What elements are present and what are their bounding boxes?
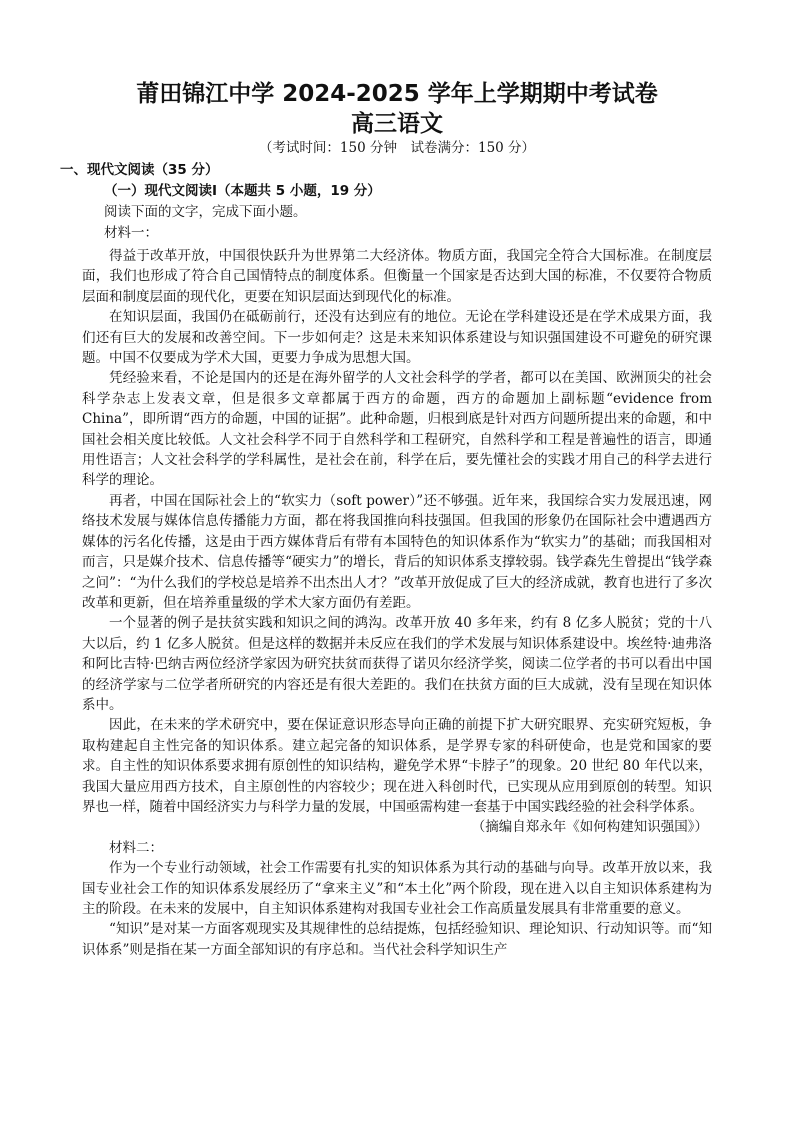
material-one-paragraph: 凭经验来看，不论是国内的还是在海外留学的人文社会科学的学者，都可以在美国、欧洲顶尖的社会科学杂志上发表文章，但是很多文章都属于西方的命题，西方的命题加上副标题“evidence from China”，即所谓“西方的命题，中国的证据”。此种命题，归根到底是针对西方问题所提出来的命题，和中国社会相关度比较低。人文社会科学不同于自然科学和工程研究，自然科学和工程是普遍性的语言，即通用性语言；人文社会科学的学科属性，是社会在前，科学在后，要先懂社会的实践才用自己的科学去进行科学的理论。 [82, 370, 712, 489]
material-one-paragraph: 一个显著的例子是扶贫实践和知识之间的鸿沟。改革开放 40 多年来，约有 8 亿多人脱贫；党的十八大以后，约 1 亿多人脱贫。但是这样的数据并未反应在我们的学术发展与知识体系建设中。埃丝特·迪弗洛和阿比吉特·巴纳吉两位经济学家因为研究扶贫而获得了诺贝尔经济学奖，阅读二位学者的书可以看出中国的经济学家与二位学者所研究的内容还是有很大差距的。我们在扶贫方面的巨大成就，没有呈现在知识体系中。 [82, 615, 712, 713]
section-heading: 一、现代文阅读（35 分） [60, 162, 219, 178]
subsection-heading: （一）现代文阅读Ⅰ（本题共 5 小题，19 分） [104, 183, 381, 199]
material-one-body [82, 246, 712, 960]
exam-title: 莆田锦江中学 2024-2025 学年上学期期中考试卷 [136, 81, 658, 107]
material-one-paragraph: 在知识层面，我国仍在砥砺前行，还没有达到应有的地位。无论在学科建设还是在学术成果方面，我们还有巨大的发展和改善空间。下一步如何走？这是未来知识体系建设与知识强国建设不可避免的研究课题。中国不仅要成为学术大国，更要力争成为思想大国。 [82, 309, 712, 367]
exam-subject: 高三语文 [351, 111, 443, 137]
material-one-paragraph: 再者，中国在国际社会上的“软实力（soft power）”还不够强。近年来，我国综合实力发展迅速，网络技术发展与媒体信息传播能力方面，都在将我国推向科技强国。但我国的形象仍在国际社会中遭遇西方媒体的污名化传播，这是由于西方媒体背后有带有本国特色的知识体系作为“软实力”的基础；而我国相对而言，只是媒介技术、信息传播等“硬实力”的增长，背后的知识体系支撑较弱。钱学森先生曾提出“钱学森之问”：“为什么我们的学校总是培养不出杰出人才？”改革开放促成了巨大的经济成就，教育也进行了多次改革和更新，但在培养重量级的学术大家方面仍有差距。 [82, 492, 712, 611]
material-one-paragraph: 因此，在未来的学术研究中，要在保证意识形态导向正确的前提下扩大研究眼界、充实研究短板，争取构建起自主性完备的知识体系。建立起完备的知识体系，是学界专家的科研使命，也是党和国家的要求。自主性的知识体系要求拥有原创性的知识结构，避免学术界“卡脖子”的现象。20 世纪 80 年代以来，我国大量应用西方技术，自主原创性的内容较少；现在进入科创时代，已实现从应用到原创的转型。知识界也一样，随着中国经济实力与科学力量的发展，中国亟需构建一套基于中国实践经验的社会科学体系。 [82, 717, 712, 815]
exam-info: （考试时间：150 分钟 试卷满分：150 分） [258, 140, 536, 156]
material-two-paragraph: 作为一个专业行动领域，社会工作需要有扎实的知识体系为其行动的基础与向导。改革开放以来，我国专业社会工作的知识体系发展经历了“拿来主义”和“本土化”两个阶段，现在进入以自主知识体系建构为主的阶段。在未来的发展中，自主知识体系建构对我国专业社会工作高质量发展具有非常重要的意义。 [82, 860, 712, 917]
material-one-source: （摘编自郑永年《如何构建知识强国》） [471, 819, 708, 836]
reading-instruction: 阅读下面的文字，完成下面小题。 [104, 204, 307, 220]
material-two-label: 材料二： [109, 839, 163, 856]
material-two-paragraph: “知识”是对某一方面客观现实及其规律性的总结提炼，包括经验知识、理论知识、行动知识等。而“知识体系”则是指在某一方面全部知识的有序总和。当代社会科学知识生产 [82, 921, 712, 958]
material-one-label: 材料一： [104, 225, 158, 241]
material-one-paragraph: 得益于改革开放，中国很快跃升为世界第二大经济体。物质方面，我国完全符合大国标准。在制度层面，我们也形成了符合自己国情特点的制度体系。但衡量一个国家是否达到大国的标准，不仅要符合物质层面和制度层面的现代化，更要在知识层面达到现代化的标准。 [82, 248, 712, 305]
